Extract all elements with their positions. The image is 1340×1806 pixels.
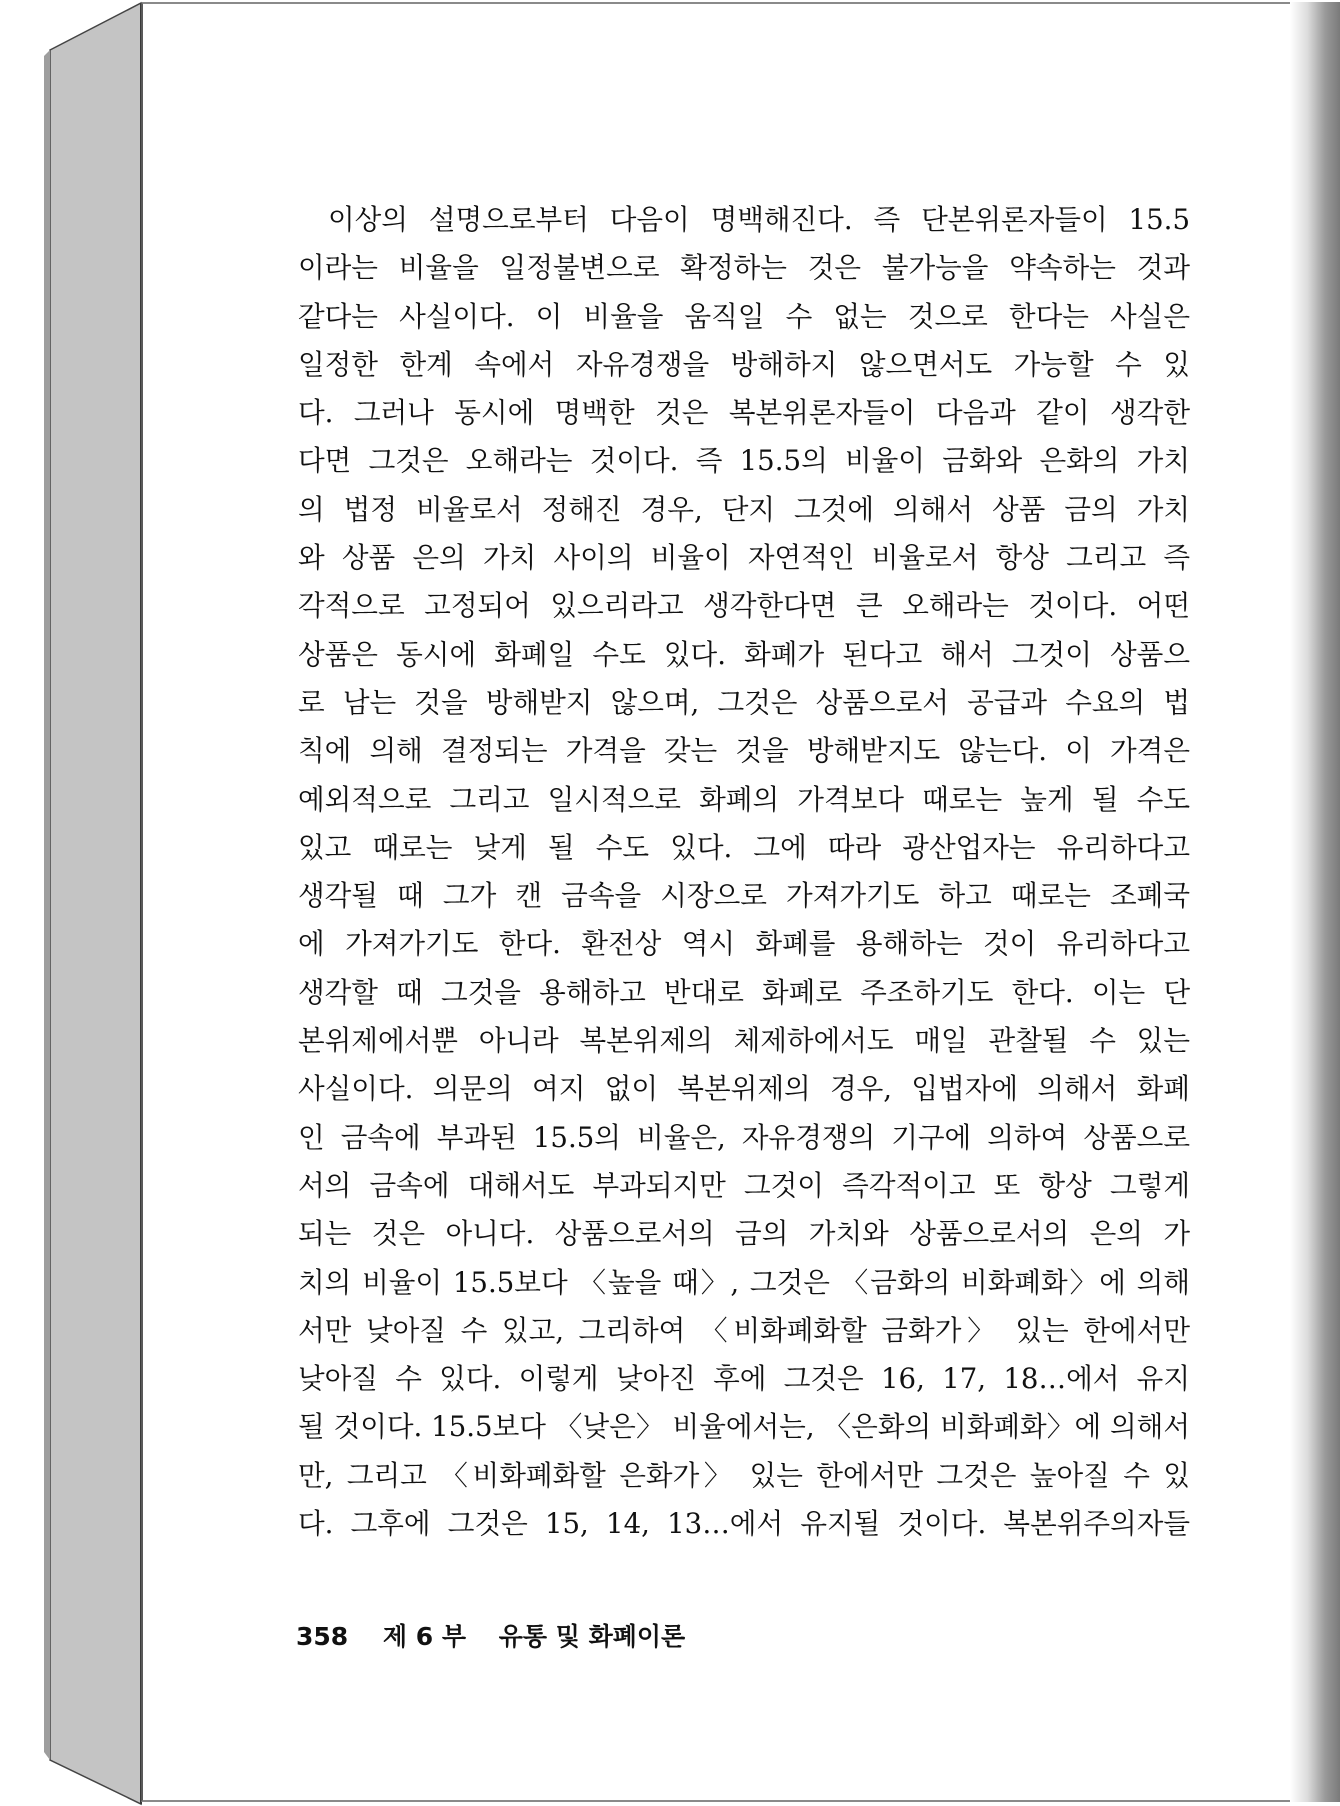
text-line: 본위제에서뿐 아니라 복본위제의 체제하에서도 매일 관찰될 수 있는	[298, 1024, 1190, 1058]
text-line: 서의 금속에 대해서도 부과되지만 그것이 즉각적이고 또 항상 그렇게	[298, 1168, 1190, 1202]
text-line: 같다는 사실이다. 이 비율을 움직일 수 없는 것으로 한다는 사실은	[298, 299, 1190, 333]
text-line: 치의 비율이 15.5보다 〈높을 때〉, 그것은 〈금화의 비화폐화〉에 의해	[298, 1265, 1190, 1299]
text-line: 다. 그후에 그것은 15, 14, 13…에서 유지될 것이다. 복본위주의자들	[298, 1507, 1190, 1541]
text-line: 각적으로 고정되어 있으리라고 생각한다면 큰 오해라는 것이다. 어떤	[298, 589, 1190, 623]
part-label: 제 6 부	[382, 1622, 467, 1651]
text-line: 만, 그리고 〈비화폐화할 은화가〉 있는 한에서만 그것은 높아질 수 있	[298, 1458, 1190, 1492]
page-number: 358	[296, 1622, 349, 1651]
text-line: 와 상품 은의 가치 사이의 비율이 자연적인 비율로서 항상 그리고 즉	[298, 541, 1190, 575]
text-line: 인 금속에 부과된 15.5의 비율은, 자유경쟁의 기구에 의하여 상품으로	[298, 1120, 1190, 1154]
text-line: 일정한 한계 속에서 자유경쟁을 방해하지 않으면서도 가능할 수 있	[298, 347, 1190, 381]
body-paragraph	[298, 196, 1190, 1548]
text-line: 상품은 동시에 화폐일 수도 있다. 화폐가 된다고 해서 그것이 상품으	[298, 637, 1190, 671]
text-line: 에 가져가기도 한다. 환전상 역시 화폐를 용해하는 것이 유리하다고	[298, 927, 1190, 961]
text-line: 예외적으로 그리고 일시적으로 화폐의 가격보다 때로는 높게 될 수도	[298, 782, 1190, 816]
text-line: 서만 낮아질 수 있고, 그리하여 〈비화폐화할 금화가〉 있는 한에서만	[298, 1313, 1190, 1347]
text-line: 다. 그러나 동시에 명백한 것은 복본위론자들이 다음과 같이 생각한	[298, 396, 1190, 430]
text-line: 낮아질 수 있다. 이렇게 낮아진 후에 그것은 16, 17, 18…에서 유지	[298, 1362, 1190, 1396]
page-footer	[296, 1617, 685, 1657]
section-title: 유통 및 화폐이론	[498, 1622, 686, 1651]
page-edge-shadow	[1290, 2, 1340, 1802]
text-line: 이상의 설명으로부터 다음이 명백해진다. 즉 단본위론자들이 15.5	[328, 203, 1190, 236]
text-line: 생각할 때 그것을 용해하고 반대로 화폐로 주조하기도 한다. 이는 단	[298, 975, 1190, 1009]
text-line: 되는 것은 아니다. 상품으로서의 금의 가치와 상품으로서의 은의 가	[298, 1217, 1190, 1251]
text-line: 의 법정 비율로서 정해진 경우, 단지 그것에 의해서 상품 금의 가치	[298, 492, 1190, 526]
text-line: 될 것이다. 15.5보다 〈낮은〉 비율에서는, 〈은화의 비화폐화〉에 의해서	[298, 1410, 1190, 1444]
text-line: 로 남는 것을 방해받지 않으며, 그것은 상품으로서 공급과 수요의 법	[298, 685, 1190, 719]
text-line: 있고 때로는 낮게 될 수도 있다. 그에 따라 광산업자는 유리하다고	[298, 830, 1190, 864]
text-line: 이라는 비율을 일정불변으로 확정하는 것은 불가능을 약속하는 것과	[298, 251, 1190, 285]
text-line: 사실이다. 의문의 여지 없이 복본위제의 경우, 입법자에 의해서 화폐	[298, 1072, 1190, 1106]
text-line: 칙에 의해 결정되는 가격을 갖는 것을 방해받지도 않는다. 이 가격은	[298, 734, 1190, 768]
text-line: 다면 그것은 오해라는 것이다. 즉 15.5의 비율이 금화와 은화의 가치	[298, 444, 1190, 478]
text-line: 생각될 때 그가 캔 금속을 시장으로 가져가기도 하고 때로는 조폐국	[298, 879, 1190, 913]
